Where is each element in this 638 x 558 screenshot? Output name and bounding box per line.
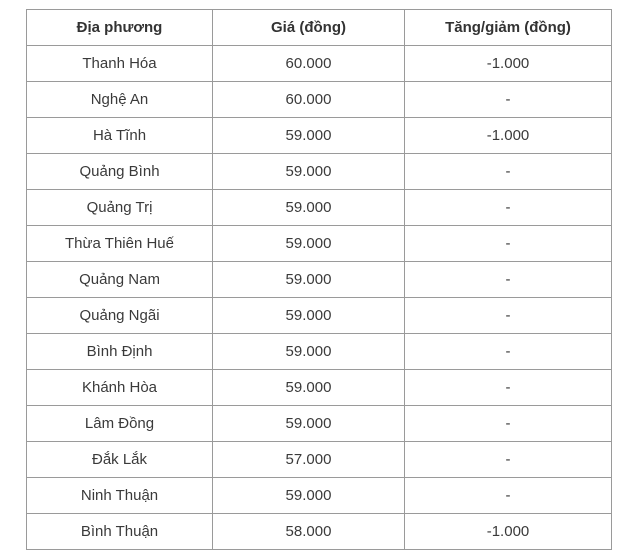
cell-change: - xyxy=(405,190,612,226)
cell-region: Khánh Hòa xyxy=(27,370,213,406)
cell-change: - xyxy=(405,370,612,406)
cell-price: 59.000 xyxy=(213,334,405,370)
cell-region: Bình Định xyxy=(27,334,213,370)
cell-change: - xyxy=(405,442,612,478)
table-row xyxy=(27,370,612,406)
header-price: Giá (đồng) xyxy=(213,10,405,46)
cell-change: - xyxy=(405,262,612,298)
cell-price: 59.000 xyxy=(213,298,405,334)
cell-region: Lâm Đồng xyxy=(27,406,213,442)
cell-change: - xyxy=(405,154,612,190)
cell-change: - xyxy=(405,226,612,262)
cell-price: 59.000 xyxy=(213,478,405,514)
cell-price: 57.000 xyxy=(213,442,405,478)
cell-region: Quảng Bình xyxy=(27,154,213,190)
cell-region: Quảng Trị xyxy=(27,190,213,226)
cell-price: 60.000 xyxy=(213,46,405,82)
table-row xyxy=(27,226,612,262)
table-row xyxy=(27,154,612,190)
cell-price: 59.000 xyxy=(213,226,405,262)
cell-change: -1.000 xyxy=(405,514,612,550)
cell-price: 60.000 xyxy=(213,82,405,118)
table-row xyxy=(27,82,612,118)
header-row xyxy=(27,10,612,46)
table-body xyxy=(27,46,612,550)
cell-change: -1.000 xyxy=(405,118,612,154)
cell-region: Thanh Hóa xyxy=(27,46,213,82)
cell-price: 59.000 xyxy=(213,262,405,298)
table-row xyxy=(27,262,612,298)
table-row xyxy=(27,478,612,514)
cell-region: Hà Tĩnh xyxy=(27,118,213,154)
cell-change: - xyxy=(405,334,612,370)
table-row xyxy=(27,442,612,478)
table-row xyxy=(27,298,612,334)
table-row xyxy=(27,118,612,154)
cell-price: 59.000 xyxy=(213,406,405,442)
cell-change: - xyxy=(405,406,612,442)
cell-price: 58.000 xyxy=(213,514,405,550)
cell-region: Nghệ An xyxy=(27,82,213,118)
cell-region: Quảng Nam xyxy=(27,262,213,298)
cell-price: 59.000 xyxy=(213,190,405,226)
cell-price: 59.000 xyxy=(213,154,405,190)
cell-price: 59.000 xyxy=(213,118,405,154)
cell-region: Đắk Lắk xyxy=(27,442,213,478)
cell-change: - xyxy=(405,478,612,514)
header-change: Tăng/giảm (đồng) xyxy=(405,10,612,46)
cell-region: Bình Thuận xyxy=(27,514,213,550)
price-table xyxy=(26,9,612,550)
cell-change: - xyxy=(405,82,612,118)
table-row xyxy=(27,514,612,550)
cell-region: Quảng Ngãi xyxy=(27,298,213,334)
cell-region: Ninh Thuận xyxy=(27,478,213,514)
table-row xyxy=(27,46,612,82)
cell-price: 59.000 xyxy=(213,370,405,406)
table-row xyxy=(27,334,612,370)
cell-region: Thừa Thiên Huế xyxy=(27,226,213,262)
header-region: Địa phương xyxy=(27,10,213,46)
table-header xyxy=(27,10,612,46)
cell-change: -1.000 xyxy=(405,46,612,82)
table-row xyxy=(27,190,612,226)
table-row xyxy=(27,406,612,442)
cell-change: - xyxy=(405,298,612,334)
